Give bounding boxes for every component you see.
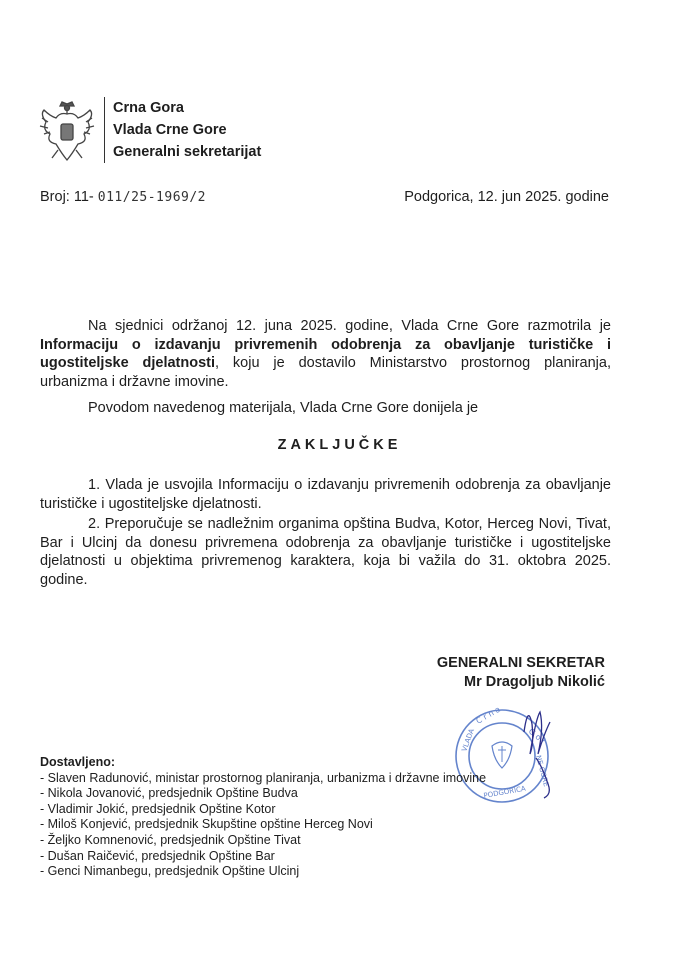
reference-handwritten-number: 011/25-1969/2 (97, 190, 207, 205)
signature-block (437, 654, 605, 692)
signature-name: Mr Dragoljub Nikolić (464, 674, 605, 690)
conclusions-heading: ZAKLJUČKE (277, 437, 402, 453)
svg-text:PODGORICA: PODGORICA (482, 784, 527, 800)
reference-number (40, 189, 206, 205)
header-divider (104, 97, 105, 163)
intro-text-end: , koju je dostavilo Ministarstvo prostornog planiranja, urbanizma i državne imovine. (40, 355, 611, 390)
intro-paragraph (40, 317, 611, 391)
distribution-list (40, 755, 486, 880)
reference-prefix: Broj: 11- (40, 189, 94, 205)
signature-title: GENERALNI SEKRETAR (436, 655, 605, 671)
letterhead (113, 97, 261, 163)
svg-text:VLADA: VLADA (460, 727, 476, 753)
conclusion-item-1: 1. Vlada je usvojila Informaciju o izdavanju privremenih odobrenja za obavljanje turističke i ugostiteljske djelatnosti. (40, 477, 611, 512)
distribution-item: - Željko Komnenović, predsjednik Opštine Tivat (40, 833, 486, 849)
intro-material-title: Informaciju o izdavanju privremenih odobrenja za obavljanje turističke i ugostiteljske djelatnosti (40, 336, 611, 371)
svg-text:NE GORE: NE GORE (534, 754, 551, 788)
distribution-item: - Slaven Radunović, ministar prostornog planiranja, urbanizma i državne imovine (40, 771, 486, 787)
place-and-date: Podgorica, 12. jun 2025. godine (404, 189, 609, 205)
distribution-item: - Dušan Raičević, predsjednik Opštine Bar (40, 849, 486, 865)
coat-of-arms-icon (38, 100, 96, 164)
conclusion-item-2: 2. Preporučuje se nadležnim organima opština Budva, Kotor, Herceg Novi, Tivat, Bar i Ulcinj da donesu privremena odobrenja za obavljanje turističke i ugostiteljske djelatnosti u objektima privremenog karaktera, koja bi važila do 31. oktobra 2025. godine. (40, 516, 611, 588)
distribution-item: - Nikola Jovanović, predsjednik Opštine Budva (40, 786, 486, 802)
distribution-label: Dostavljeno: (40, 755, 116, 769)
intro-second-paragraph: Povodom navedenog materijala, Vlada Crne Gore donijela je (88, 400, 479, 416)
intro-text-start: Na sjednici održanoj 12. juna 2025. godine, Vlada Crne Gore razmotrila je (88, 318, 611, 334)
distribution-item: - Miloš Konjević, predsjednik Skupštine opštine Herceg Novi (40, 817, 486, 833)
svg-text:G o r: G o r (526, 726, 548, 747)
letterhead-secretariat: Generalni sekretarijat (113, 144, 262, 160)
letterhead-country: Crna Gora (113, 100, 184, 116)
distribution-item: - Genci Nimanbegu, predsjednik Opštine Ulcinj (40, 864, 486, 880)
svg-text:C r n a: C r n a (474, 704, 502, 726)
letterhead-government: Vlada Crne Gore (113, 122, 227, 138)
distribution-item: - Vladimir Jokić, predsjednik Opštine Kotor (40, 802, 486, 818)
